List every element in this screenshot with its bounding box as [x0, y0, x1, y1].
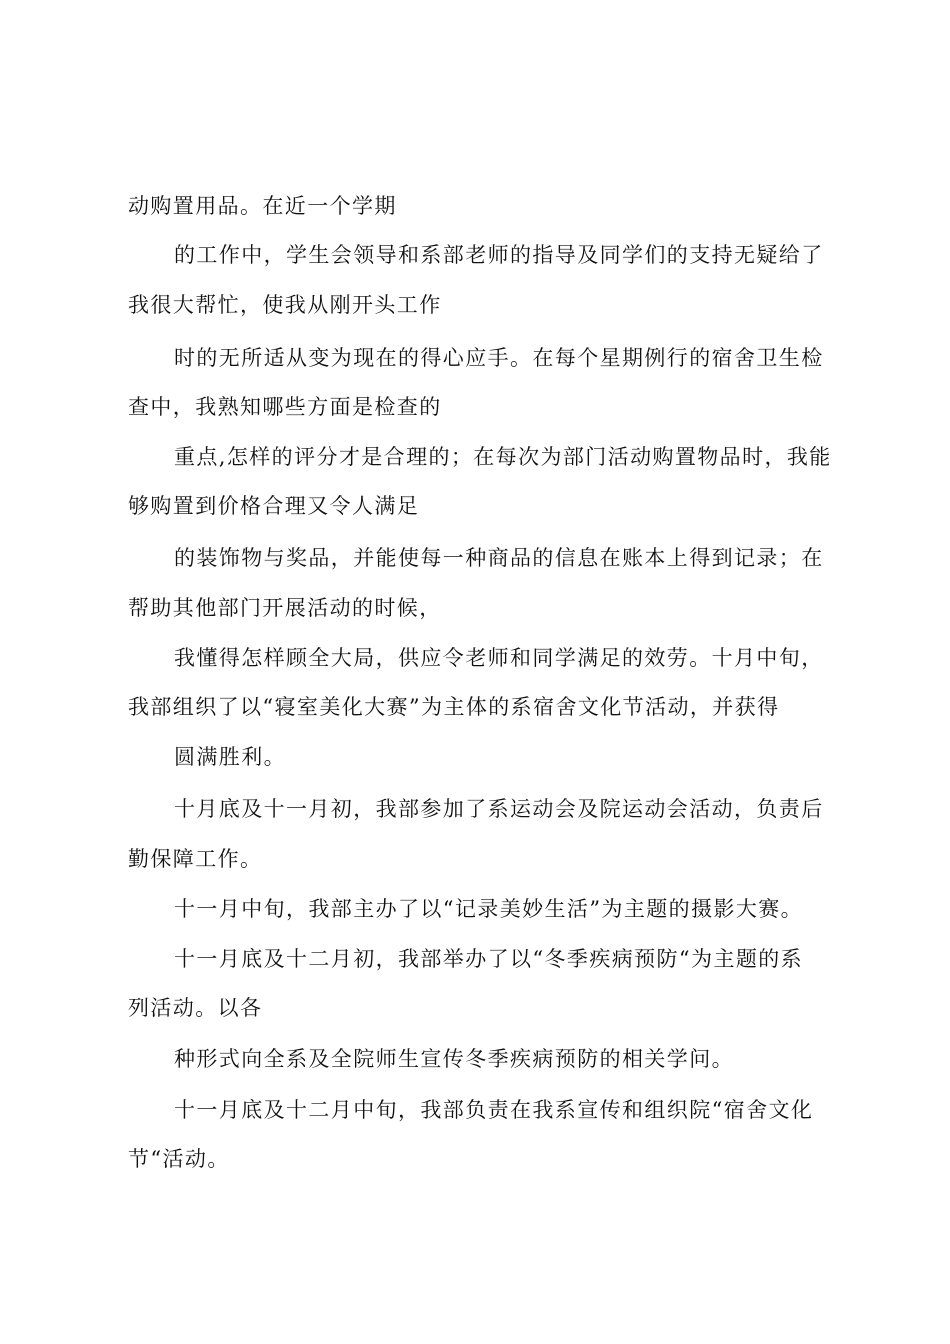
- text-line-11: 我部组织了以“寝室美化大赛”为主体的系宿舍文化节活动，并获得: [128, 695, 780, 719]
- text-line-12: 圆满胜利。: [174, 745, 286, 769]
- text-line-4: 时的无所适从变为现在的得心应手。在每个星期例行的宿舍卫生检: [174, 346, 824, 370]
- text-line-13: 十月底及十一月初，我部参加了系运动会及院运动会活动，负责后: [174, 797, 824, 821]
- text-line-16: 十一月底及十二月初，我部举办了以“冬季疾病预防“为主题的系: [174, 947, 804, 971]
- text-line-8: 的装饰物与奖品，并能使每一种商品的信息在账本上得到记录；在: [174, 546, 824, 570]
- text-line-19: 十一月底及十二月中旬，我部负责在我系宣传和组织院“宿舍文化: [174, 1098, 814, 1122]
- text-line-6: 重点,怎样的评分才是合理的；在每次为部门活动购置物品时，我能: [174, 445, 832, 469]
- text-line-15: 十一月中旬，我部主办了以“记录美妙生活”为主题的摄影大赛。: [174, 897, 804, 921]
- text-line-18: 种形式向全系及全院师生宣传冬季疾病预防的相关学问。: [174, 1047, 734, 1071]
- text-line-5: 查中，我熟知哪些方面是检查的: [128, 395, 442, 419]
- text-line-1: 动购置用品。在近一个学期: [128, 194, 397, 218]
- text-line-9: 帮助其他部门开展活动的时候，: [128, 596, 442, 620]
- text-line-14: 勤保障工作。: [128, 847, 263, 871]
- text-line-17: 列活动。以各: [128, 996, 263, 1020]
- text-line-10: 我懂得怎样顾全大局，供应令老师和同学满足的效劳。十月中旬，: [174, 646, 824, 670]
- text-line-20: 节“活动。: [128, 1147, 230, 1171]
- text-line-2: 的工作中，学生会领导和系部老师的指导及同学们的支持无疑给了: [174, 243, 824, 267]
- text-line-3: 我很大帮忙，使我从刚开头工作: [128, 293, 442, 317]
- text-line-7: 够购置到价格合理又令人满足: [128, 494, 420, 518]
